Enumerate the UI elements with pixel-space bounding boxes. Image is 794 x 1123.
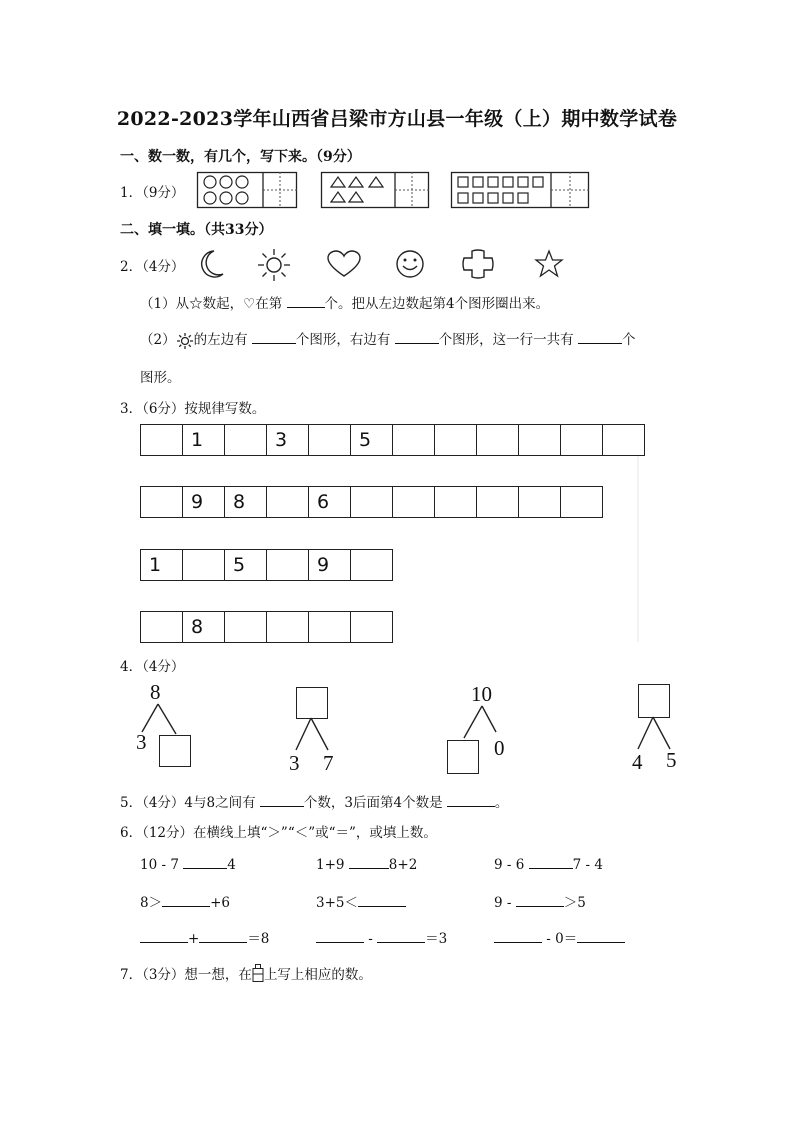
answer-blank[interactable] (358, 894, 406, 907)
tree-right-number: 0 (494, 736, 505, 760)
tree-right-number: 5 (666, 748, 677, 772)
answer-blank[interactable] (529, 856, 573, 869)
section-2-heading: 二、填一填。（共33分） (120, 222, 273, 238)
q6-r2-c1: 8＞ +6 (140, 895, 230, 911)
q6-r2-c3: 9 - ＞5 (494, 895, 586, 911)
sequence-cell: 5 (351, 425, 393, 456)
sequence-cell[interactable] (225, 425, 267, 456)
q2-part1: （1）从☆数起，♡在第 个。把从左边数起第4个图形圈出来。 (140, 296, 550, 312)
tree-right-number: 7 (323, 751, 334, 775)
q6-r3-c1: + ＝8 (140, 927, 269, 947)
answer-blank[interactable] (140, 930, 188, 943)
q6-r1-c3: 9 - 6 7 - 4 (494, 857, 603, 873)
sequence-cell[interactable] (603, 425, 645, 456)
tree-left-number: 4 (632, 750, 643, 774)
tree-top-number: 8 (150, 680, 161, 704)
answer-box[interactable] (296, 687, 328, 719)
answer-blank[interactable] (377, 930, 425, 943)
sequence-cell: 5 (225, 550, 267, 581)
answer-box[interactable] (159, 735, 191, 767)
star-icon (533, 249, 565, 279)
sequence-cell[interactable] (519, 487, 561, 518)
sequence-cell: 1 (141, 550, 183, 581)
answer-blank[interactable] (316, 930, 364, 943)
sequence-cell[interactable] (309, 612, 351, 643)
sequence-cell[interactable] (141, 487, 183, 518)
sequence-row-1 (140, 424, 645, 456)
sequence-cell[interactable] (225, 612, 267, 643)
sequence-cell[interactable] (435, 487, 477, 518)
page-title: 2022-2023学年山西省吕梁市方山县一年级（上）期中数学试卷 (116, 108, 678, 130)
answer-blank[interactable] (577, 930, 625, 943)
sequence-cell[interactable] (267, 487, 309, 518)
sequence-cell[interactable] (183, 550, 225, 581)
sequence-row-3 (140, 549, 393, 581)
circles-counting-box (197, 172, 297, 208)
q6-label: 6．（12分）在横线上填“＞”“＜”或“＝”，或填上数。 (120, 825, 437, 841)
sequence-cell[interactable] (435, 425, 477, 456)
sequence-cell[interactable] (141, 425, 183, 456)
section-1-heading: 一、数一数，有几个，写下来。（9分） (120, 149, 361, 165)
q2-label: 2．（4分） (120, 259, 185, 275)
sequence-cell[interactable] (477, 425, 519, 456)
sequence-cell: 1 (183, 425, 225, 456)
moon-icon (196, 248, 228, 280)
answer-blank[interactable] (349, 856, 389, 869)
sequence-cell[interactable] (561, 425, 603, 456)
q6-r1-c2: 1+9 8+2 (316, 857, 418, 873)
tree-left-number: 3 (289, 751, 300, 775)
sequence-row-2 (140, 486, 603, 518)
q6-r3-c3: - 0＝ (494, 927, 625, 947)
q4-label: 4．（4分） (120, 659, 185, 675)
heart-icon (326, 250, 362, 278)
sequence-cell: 6 (309, 487, 351, 518)
smiley-icon (395, 249, 425, 279)
sequence-cell: 8 (225, 487, 267, 518)
q2-part2: （2） 的左边有 个图形，右边有 个图形，这一行一共有 个 (140, 332, 636, 348)
sequence-cell: 9 (183, 487, 225, 518)
q7-text: 7．（3分）想一想，在 上写上相应的数。 (120, 963, 372, 983)
sequence-cell[interactable] (141, 612, 183, 643)
sequence-cell: 9 (309, 550, 351, 581)
sequence-cell[interactable] (477, 487, 519, 518)
sequence-cell[interactable] (393, 487, 435, 518)
squares-counting-box (451, 172, 589, 208)
cross-icon (461, 248, 495, 280)
answer-box[interactable] (447, 740, 479, 774)
q1-label: 1．（9分） (120, 185, 185, 201)
q2-part2-tail: 图形。 (140, 370, 181, 386)
q6-r1-c1: 10 - 7 4 (140, 857, 236, 873)
q6-r3-c2: - ＝3 (316, 927, 447, 947)
answer-blank[interactable] (199, 930, 247, 943)
bottle-icon (252, 964, 264, 982)
answer-blank[interactable] (516, 894, 564, 907)
q3-label: 3．（6分）按规律写数。 (120, 401, 266, 417)
sequence-cell: 3 (267, 425, 309, 456)
sequence-cell[interactable] (309, 425, 351, 456)
sequence-cell[interactable] (267, 612, 309, 643)
sun-icon (256, 247, 292, 283)
sequence-cell[interactable] (519, 425, 561, 456)
sequence-cell[interactable] (351, 550, 393, 581)
sequence-cell[interactable] (561, 487, 603, 518)
answer-blank[interactable] (494, 930, 542, 943)
sequence-row-4 (140, 611, 393, 643)
sun-icon (176, 332, 194, 350)
answer-blank[interactable] (183, 856, 227, 869)
tree-top-number: 10 (471, 682, 492, 706)
sequence-cell: 8 (183, 612, 225, 643)
answer-box[interactable] (638, 684, 670, 718)
sequence-cell[interactable] (351, 612, 393, 643)
sequence-cell[interactable] (267, 550, 309, 581)
q5-text: 5．（4分）4与8之间有 个数，3后面第4个数是 。 (120, 795, 509, 811)
tree-left-number: 3 (136, 730, 147, 754)
triangles-counting-box (321, 172, 429, 208)
q6-r2-c2: 3+5＜ (316, 891, 406, 911)
sequence-cell[interactable] (393, 425, 435, 456)
sequence-cell[interactable] (351, 487, 393, 518)
answer-blank[interactable] (162, 894, 210, 907)
